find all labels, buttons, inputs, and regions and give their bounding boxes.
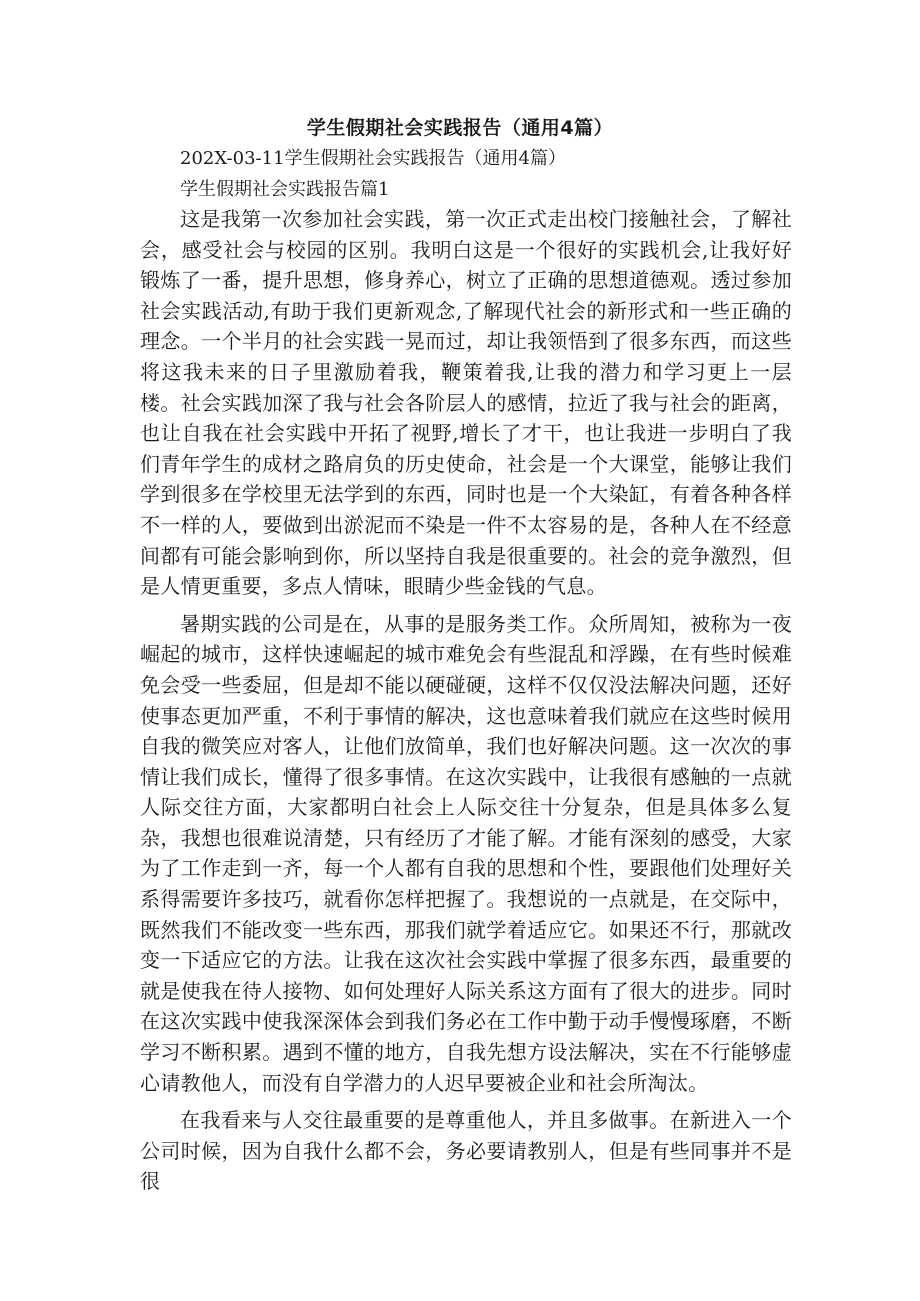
document-title: 学生假期社会实践报告（通用4篇） [306, 117, 614, 139]
date-line: 202X-03-11学生假期社会实践报告（通用4篇） [180, 148, 566, 169]
paragraph-3: 在我看来与人交往最重要的是尊重他人，并且多做事。在新进入一个公司时候，因为自我什么都不会，务必要请教别人，但是有些同事并不是很 [140, 1108, 792, 1194]
paragraph-2: 暑期实践的公司是在，从事的是服务类工作。众所周知，被称为一夜崛起的城市，这样快速崛起的城市难免会有些混乱和浮躁，在有些时候难免会受一些委屈，但是却不能以硬碰硬，这样不仅仅没法解决问题，还好使事态更加严重，不利于事情的解决，这也意味着我们就应在这些时候用自我的微笑应对客人，让他们放简单，我们也好解决问题。这一次次的事情让我们成长，懂得了很多事情。在这次实践中，让我很有感触的一点就人际交往方面，大家都明白社会上人际交往十分复杂，但是具体多么复杂，我想也很难说清楚，只有经历了才能了解。才能有深刻的感受，大家为了工作走到一齐，每一个人都有自我的思想和个性，要跟他们处理好关系得需要许多技巧，就看你怎样把握了。我想说的一点就是，在交际中，既然我们不能改变一些东西，那我们就学着适应它。如果还不行，那就改变一下适应它的方法。让我在这次社会实践中掌握了很多东西，最重要的就是使我在待人接物、如何处理好人际关系这方面有了很大的进步。同时在这次实践中使我深深体会到我们务必在工作中勤于动手慢慢琢磨，不断学习不断积累。遇到不懂的地方，自我先想方设法解决，实在不行能够虚心请教他人，而没有自学潜力的人迟早要被企业和社会所淘汰。 [140, 611, 792, 1095]
paragraph-1: 这是我第一次参加社会实践，第一次正式走出校门接触社会，了解社会，感受社会与校园的区别。我明白这是一个很好的实践机会,让我好好锻炼了一番，提升思想，修身养心，树立了正确的思想道德观。透过参加社会实践活动,有助于我们更新观念,了解现代社会的新形式和一些正确的理念。一个半月的社会实践一晃而过，却让我领悟到了很多东西，而这些将这我未来的日子里激励着我，鞭策着我,让我的潜力和学习更上一层楼。社会实践加深了我与社会各阶层人的感情，拉近了我与社会的距离，也让自我在社会实践中开拓了视野,增长了才干，也让我进一步明白了我们青年学生的成材之路肩负的历史使命，社会是一个大课堂，能够让我们学到很多在学校里无法学到的东西，同时也是一个大染缸，有着各种各样不一样的人，要做到出淤泥而不染是一件不太容易的是，各种人在不经意间都有可能会影响到你，所以坚持自我是很重要的。社会的竞争激烈，但是人情更重要，多点人情味，眼睛少些金钱的气息。 [140, 207, 792, 599]
document-body [140, 204, 792, 1204]
section-heading: 学生假期社会实践报告篇1 [180, 179, 390, 200]
